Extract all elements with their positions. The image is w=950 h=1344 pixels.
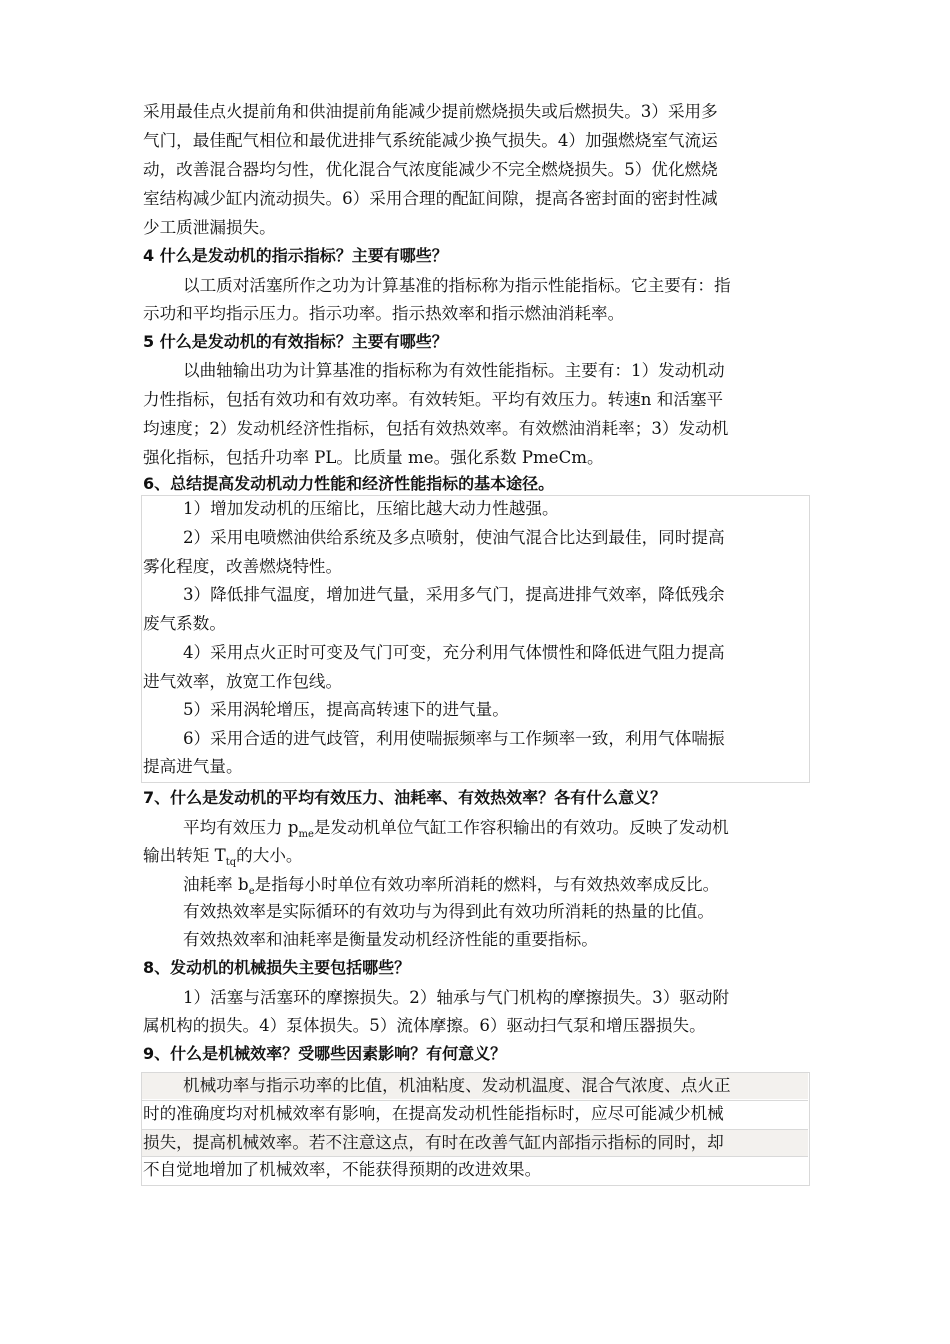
paragraph-line: 室结构减少缸内流动损失。6）采用合理的配缸间隙，提高各密封面的密封性减 bbox=[143, 189, 718, 208]
text-span: 的大小。 bbox=[236, 846, 303, 865]
text-span: 是发动机单位气缸工作容积输出的有效功。反映了发动机 bbox=[313, 818, 729, 837]
paragraph-line: 采用最佳点火提前角和供油提前角能减少提前燃烧损失或后燃损失。3）采用多 bbox=[143, 102, 718, 121]
question-heading-8: 8、发动机的机械损失主要包括哪些？ bbox=[143, 958, 411, 977]
answer-line: 均速度；2）发动机经济性指标，包括有效热效率。有效燃油消耗率；3）发动机 bbox=[143, 419, 729, 438]
answer-line: 提高进气量。 bbox=[143, 757, 243, 776]
answer-line: 以曲轴输出功为计算基准的指标称为有效性能指标。主要有：1）发动机动 bbox=[183, 361, 725, 380]
subscript: me bbox=[298, 829, 314, 840]
paragraph-line: 气门，最佳配气相位和最优进排气系统能减少换气损失。4）加强燃烧室气流运 bbox=[143, 131, 718, 150]
answer-line: 2）采用电喷燃油供给系统及多点喷射，使油气混合比达到最佳，同时提高 bbox=[183, 528, 725, 547]
paragraph-line: 少工质泄漏损失。 bbox=[143, 218, 276, 237]
answer-line: 机械功率与指示功率的比值，机油粘度、发动机温度、混合气浓度、点火正 bbox=[183, 1076, 731, 1095]
answer-line bbox=[143, 846, 303, 866]
answer-line: 时的准确度均对机械效率有影响，在提高发动机性能指标时，应尽可能减少机械 bbox=[143, 1104, 724, 1123]
answer-line: 1）活塞与活塞环的摩擦损失。2）轴承与气门机构的摩擦损失。3）驱动附 bbox=[183, 988, 730, 1007]
answer-line: 有效热效率和油耗率是衡量发动机经济性能的重要指标。 bbox=[183, 930, 598, 949]
question-heading-6: 6、总结提高发动机动力性能和经济性能指标的基本途径。 bbox=[143, 474, 555, 493]
answer-line: 示功和平均指示压力。指示功率。指示热效率和指示燃油消耗率。 bbox=[143, 304, 625, 323]
paragraph-line: 动，改善混合器均匀性，优化混合气浓度能减少不完全燃烧损失。5）优化燃烧 bbox=[143, 160, 718, 179]
answer-line bbox=[183, 875, 719, 895]
answer-line bbox=[183, 818, 729, 838]
answer-line: 损失，提高机械效率。若不注意这点，有时在改善气缸内部指示指标的同时，却 bbox=[143, 1133, 724, 1152]
question-heading-9: 9、什么是机械效率？受哪些因素影响？有何意义？ bbox=[143, 1044, 507, 1063]
answer-line: 不自觉地增加了机械效率，不能获得预期的改进效果。 bbox=[143, 1160, 542, 1179]
answer-line: 属机构的损失。4）泵体损失。5）流体摩擦。6）驱动扫气泵和增压器损失。 bbox=[143, 1016, 706, 1035]
answer-line: 6）采用合适的进气歧管，利用使喘振频率与工作频率一致，利用气体喘振 bbox=[183, 729, 725, 748]
answer-line: 1）增加发动机的压缩比，压缩比越大动力性越强。 bbox=[183, 499, 559, 518]
text-span: 平均有效压力 p bbox=[183, 818, 299, 837]
question-heading-4: 4 什么是发动机的指示指标？主要有哪些？ bbox=[143, 246, 448, 265]
row-divider bbox=[141, 1156, 808, 1157]
answer-line: 进气效率，放宽工作包线。 bbox=[143, 672, 343, 691]
answer-line: 以工质对活塞所作之功为计算基准的指标称为指示性能指标。它主要有：指 bbox=[183, 276, 731, 295]
answer-line: 雾化程度，改善燃烧特性。 bbox=[143, 557, 343, 576]
text-span: 是指每小时单位有效功率所消耗的燃料，与有效热效率成反比。 bbox=[254, 875, 720, 894]
answer-line: 3）降低排气温度，增加进气量，采用多气门，提高进排气效率，降低残余 bbox=[183, 585, 725, 604]
text-span: 输出转矩 T bbox=[143, 846, 226, 865]
answer-line: 5）采用涡轮增压，提高高转速下的进气量。 bbox=[183, 700, 509, 719]
question-heading-7: 7、什么是发动机的平均有效压力、油耗率、有效热效率？各有什么意义？ bbox=[143, 788, 667, 807]
answer-line: 有效热效率是实际循环的有效功与为得到此有效功所消耗的热量的比值。 bbox=[183, 902, 714, 921]
answer-line: 废气系数。 bbox=[143, 614, 226, 633]
answer-line: 力性指标，包括有效功和有效功率。有效转矩。平均有效压力。转速n 和活塞平 bbox=[143, 390, 724, 409]
answer-line: 4）采用点火正时可变及气门可变，充分利用气体惯性和降低进气阻力提高 bbox=[183, 643, 725, 662]
text-span: 油耗率 b bbox=[183, 875, 249, 894]
question-heading-5: 5 什么是发动机的有效指标？主要有哪些？ bbox=[143, 332, 448, 351]
subscript: e bbox=[248, 886, 255, 897]
answer-line: 强化指标，包括升功率 PL。比质量 me。强化系数 PmeCm。 bbox=[143, 448, 604, 467]
subscript: tq bbox=[225, 857, 237, 868]
